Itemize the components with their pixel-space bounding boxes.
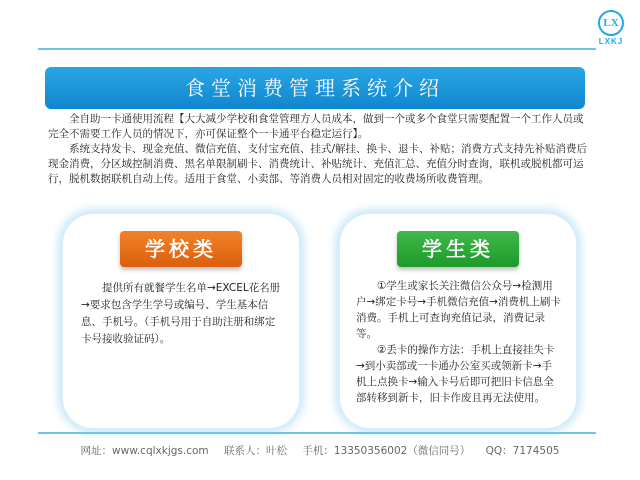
page-title: 食堂消费管理系统介绍 (45, 67, 585, 109)
footer-contact-person: 联系人：叶松 (223, 445, 287, 457)
student-card (340, 214, 576, 428)
company-logo (589, 10, 633, 50)
logo-text: LXKJ (598, 37, 624, 46)
school-badge: 学校类 (120, 231, 242, 267)
student-card-body (356, 278, 562, 406)
top-divider (38, 48, 596, 50)
bottom-divider (38, 432, 596, 434)
student-card-text-1: ①学生或家长关注微信公众号→检测用户→绑定卡号→手机微信充值→消费机上刷卡消费。手机上可查询充值记录，消费记录等。 (356, 280, 561, 340)
school-card (63, 214, 299, 428)
school-card-text: 提供所有就餐学生名单→EXCEL花名册→要求包含学生学号或编号、学生基本信息、手机号。（手机号用于自助注册和绑定卡号接收验证码）。 (81, 282, 281, 345)
logo-mark: LX (598, 10, 624, 36)
footer-phone: 手机：13350356002（微信同号） (302, 445, 471, 457)
student-badge: 学生类 (397, 231, 519, 267)
intro-paragraph-2: 系统支持发卡、现金充值、微信充值、支付宝充值、挂式/解挂、换卡、退卡、补贴；消费方式支持先补贴消费后现金消费，分区域控制消费、黑名单限制刷卡、消费统计、补贴统计、充值汇总、充值分时查询，联机或脱机都可运行，脱机数据联机自动上传。适用于食堂、小卖部、等消费人员相对固定的收费场所收费管理。 (48, 143, 588, 185)
footer-contact (0, 443, 640, 458)
footer-qq: QQ：7174505 (485, 445, 560, 457)
intro-section (48, 112, 588, 187)
footer-website[interactable]: 网址：www.cqlxkjgs.com (80, 445, 209, 457)
student-card-text-2: ②丢卡的操作方法：手机上直接挂失卡→到小卖部或一卡通办公室买或领新卡→手机上点换卡→输入卡号后即可把旧卡信息全部转移到新卡，旧卡作废且再无法使用。 (356, 344, 555, 404)
intro-paragraph-1: 全自助一卡通使用流程【大大减少学校和食堂管理方人员成本，做到一个或多个食堂只需要配置一个工作人员或完全不需要工作人员的情况下，亦可保证整个一卡通平台稳定运行】。 (48, 113, 584, 140)
school-card-body (81, 280, 281, 348)
